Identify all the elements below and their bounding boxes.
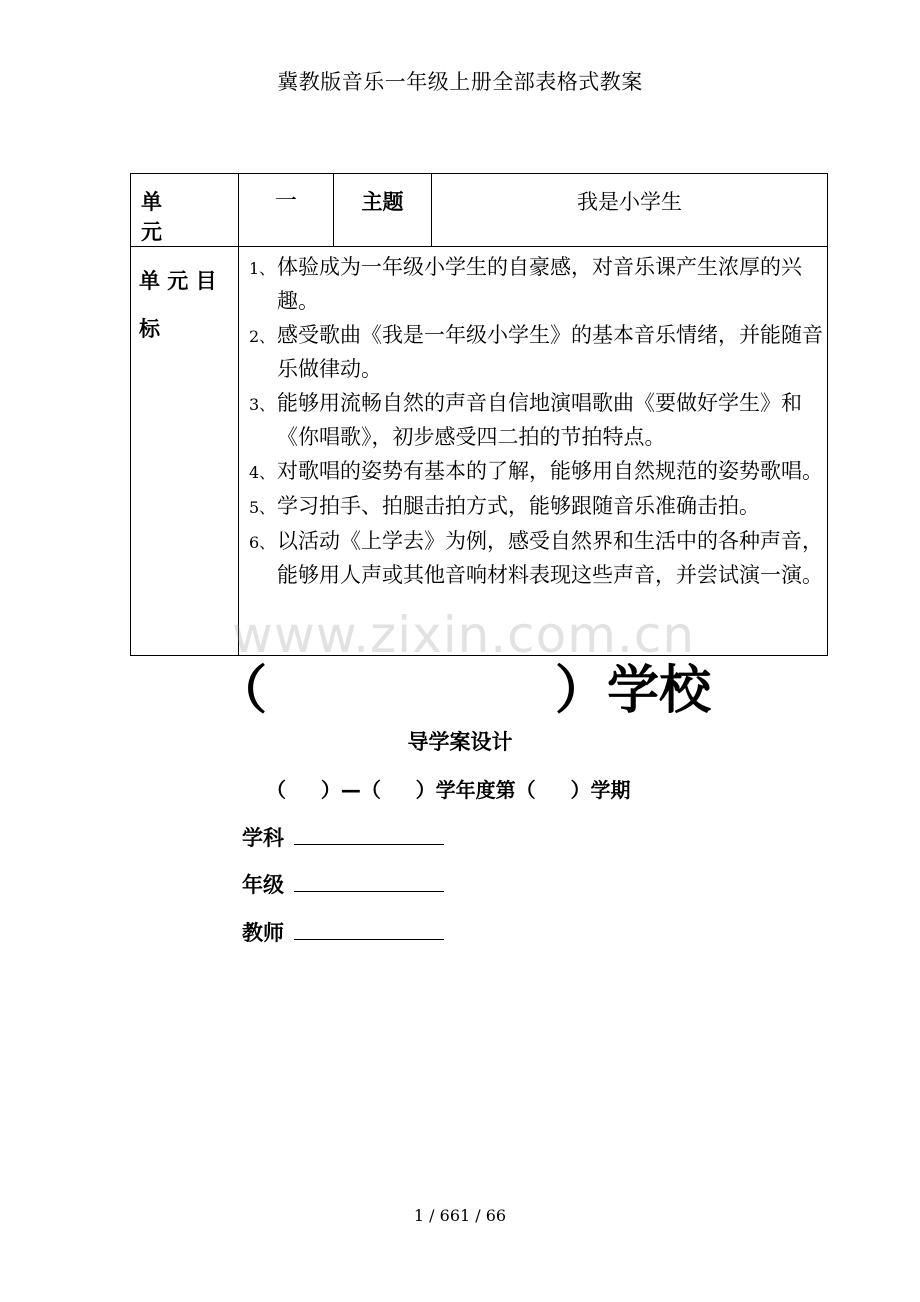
field-blank-line[interactable]: [294, 871, 444, 892]
topic-label: 主题: [334, 174, 432, 247]
goals-label-line1: 单 元 目: [139, 269, 217, 293]
goal-text: 能够用流畅自然的声音自信地演唱歌曲《要做好学生》和《你唱歌》，初步感受四二拍的节拍特点。: [277, 391, 802, 449]
page-footer: 1 / 661 / 66: [413, 1206, 507, 1225]
goal-item: [249, 319, 827, 386]
unit-label: 单元: [141, 190, 198, 244]
goal-text: 学习拍手、拍腿击拍方式，能够跟随音乐准确击拍。: [277, 494, 760, 518]
field-grade: [242, 869, 444, 901]
field-blank-line[interactable]: [294, 824, 444, 845]
field-label: 学科: [242, 826, 284, 850]
goal-number: 2、: [249, 327, 276, 346]
school-suffix: ）学校: [555, 661, 712, 721]
field-teacher: [242, 917, 444, 949]
goals-row: [131, 247, 828, 656]
goals-cell: [239, 247, 828, 656]
term-line: （ ）—（ ）学年度第（ ）学期: [266, 778, 631, 802]
document-title: 冀教版音乐一年级上册全部表格式教案: [277, 70, 643, 94]
unit-label-cell: [131, 174, 239, 247]
goal-number: 6、: [249, 533, 276, 552]
unit-table: [130, 173, 828, 656]
unit-value: 一: [239, 174, 334, 247]
goals-label-line2: 标: [139, 317, 160, 341]
goal-item: [249, 251, 827, 318]
field-subject: [242, 822, 444, 854]
goal-number: 4、: [249, 463, 276, 482]
goal-item: [249, 490, 827, 524]
school-name-line: [215, 648, 735, 721]
field-label: 年级: [242, 873, 284, 897]
goal-text: 对歌唱的姿势有基本的了解，能够用自然规范的姿势歌唱。: [277, 459, 823, 483]
goals-label: [131, 247, 239, 656]
watermark: www.zixin.com.cn: [232, 606, 696, 664]
goals-list: [249, 251, 827, 592]
topic-value: 我是小学生: [432, 174, 828, 247]
goal-item: [249, 525, 827, 592]
goal-number: 1、: [249, 259, 276, 278]
field-blank-line[interactable]: [294, 919, 444, 940]
goal-item: [249, 455, 827, 489]
field-label: 教师: [242, 921, 284, 945]
goal-text: 感受歌曲《我是一年级小学生》的基本音乐情绪，并能随音乐做律动。: [277, 323, 823, 381]
unit-header-row: [131, 174, 828, 247]
goal-text: 体验成为一年级小学生的自豪感，对音乐课产生浓厚的兴趣。: [277, 255, 802, 313]
goal-number: 5、: [249, 498, 276, 517]
goal-number: 3、: [249, 395, 276, 414]
design-title: 导学案设计: [407, 730, 513, 754]
school-open-paren: （: [215, 661, 268, 721]
goal-text: 以活动《上学去》为例，感受自然界和生活中的各种声音，能够用人声或其他音响材料表现这些声音，并尝试演一演。: [277, 529, 823, 587]
goal-item: [249, 387, 827, 454]
